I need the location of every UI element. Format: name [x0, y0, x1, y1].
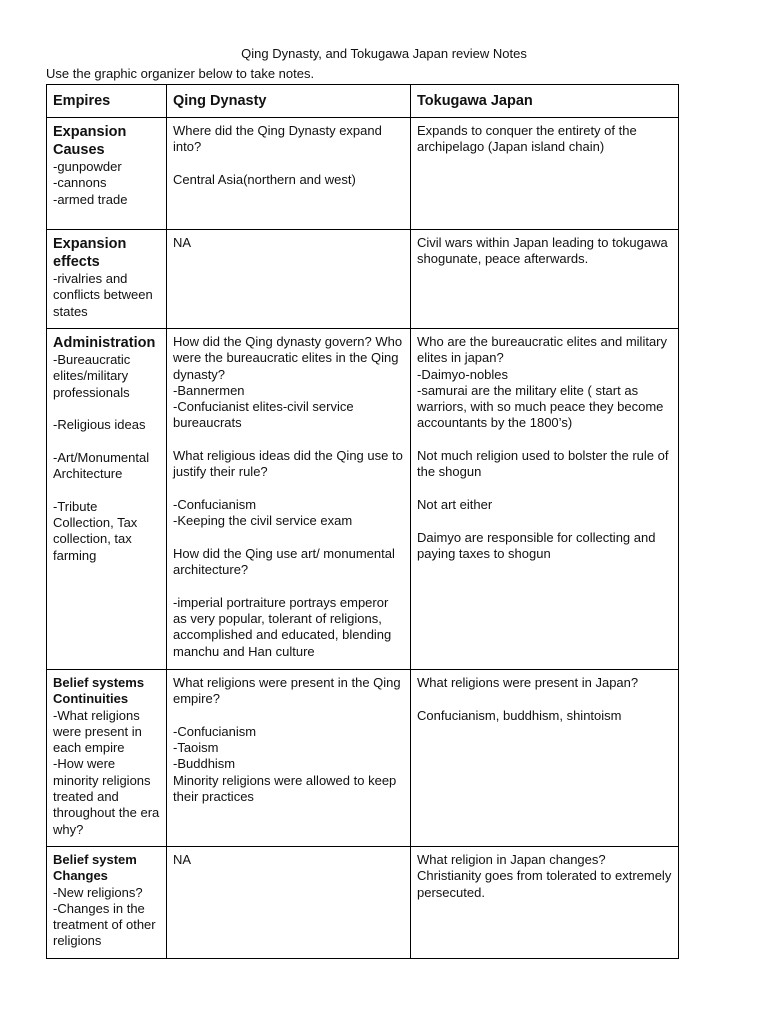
- category-subpoint: -Religious ideas: [53, 417, 146, 433]
- note-line: -Confucianism: [173, 723, 257, 739]
- note-spacer: [173, 708, 404, 724]
- qing-notes-cell: [167, 847, 411, 959]
- category-cell: [47, 670, 167, 847]
- category-subpoint: -New religions?: [53, 884, 143, 900]
- note-spacer: [417, 691, 672, 707]
- tokugawa-notes-cell: [411, 230, 679, 329]
- note-line: How did the Qing use art/ monumental architecture?: [173, 545, 395, 578]
- note-line: -Confucianist elites-civil service bureaucrats: [173, 399, 354, 431]
- header-tokugawa-japan: Tokugawa Japan: [411, 85, 679, 118]
- category-subpoint: -What religions were present in each empire: [53, 707, 142, 756]
- category-cell: [47, 118, 167, 230]
- note-line: -Confucianism: [173, 496, 257, 512]
- note-line: Where did the Qing Dynasty expand into?: [173, 123, 382, 155]
- note-line: -Taoism: [173, 740, 219, 756]
- category-subpoint: -cannons: [53, 175, 107, 191]
- note-line: What religions were present in Japan?: [417, 675, 639, 690]
- note-line: What religion in Japan changes? Christianity goes from tolerated to extremely persecuted.: [417, 852, 672, 900]
- table-row: [47, 329, 679, 670]
- category-cell: [47, 230, 167, 329]
- category-title: Belief system Changes: [53, 852, 137, 884]
- note-line: What religious ideas did the Qing use to justify their rule?: [173, 448, 403, 480]
- note-line: Daimyo are responsible for collecting and paying taxes to shogun: [417, 529, 656, 561]
- note-line: Central Asia(northern and west): [173, 171, 356, 187]
- note-line: -Keeping the civil service exam: [173, 513, 353, 529]
- note-line: Confucianism, buddhism, shintoism: [417, 707, 622, 723]
- category-subpoint: -gunpowder: [53, 159, 122, 174]
- note-spacer: [173, 530, 404, 546]
- category-subpoint: -Tribute Collection, Tax collection, tax farming: [53, 498, 138, 563]
- note-spacer: [173, 578, 404, 594]
- category-cell: [47, 847, 167, 959]
- note-line: Not art either: [417, 496, 493, 512]
- category-title: Expansion effects: [53, 236, 127, 270]
- note-spacer: [173, 156, 404, 172]
- category-title: Administration: [53, 335, 156, 351]
- category-subpoint: -How were minority religions treated and throughout the era why?: [53, 756, 160, 837]
- tokugawa-notes-cell: [411, 329, 679, 670]
- note-spacer: [417, 513, 672, 529]
- qing-notes-cell: [167, 670, 411, 847]
- note-line: Not much religion used to bolster the rule of the shogun: [417, 448, 669, 480]
- table-header-row: [47, 85, 679, 118]
- note-line: NA: [173, 852, 192, 867]
- note-line: -Buddhism: [173, 756, 236, 772]
- note-line: Minority religions were allowed to keep their practices: [173, 772, 397, 805]
- note-line: -Bannermen: [173, 382, 245, 398]
- note-line: NA: [173, 235, 192, 250]
- note-spacer: [417, 481, 672, 497]
- header-qing-dynasty: Qing Dynasty: [167, 85, 411, 118]
- category-cell: [47, 329, 167, 670]
- note-line: What religions were present in the Qing empire?: [173, 675, 401, 707]
- note-line: Civil wars within Japan leading to tokugawa shogunate, peace afterwards.: [417, 235, 668, 267]
- note-line: -imperial portraiture portrays emperor as very popular, tolerant of religions, accomplished and educated, blending manchu and Han culture: [173, 594, 392, 659]
- qing-notes-cell: [167, 230, 411, 329]
- category-subpoint: -Changes in the treatment of other religions: [53, 900, 156, 949]
- qing-notes-cell: [167, 118, 411, 230]
- note-spacer: [53, 401, 160, 417]
- document-title: Qing Dynasty, and Tokugawa Japan review Notes: [241, 46, 527, 61]
- graphic-organizer-table: [46, 84, 679, 959]
- document-instructions: Use the graphic organizer below to take notes.: [46, 66, 315, 81]
- table-row: [47, 670, 679, 847]
- note-spacer: [417, 432, 672, 448]
- note-line: -samurai are the military elite ( start as warriors, with so much peace they become accountants by the 1800’s): [417, 382, 664, 431]
- tokugawa-notes-cell: [411, 847, 679, 959]
- note-spacer: [53, 433, 160, 449]
- header-empires: Empires: [47, 85, 167, 118]
- category-title: Belief systems Continuities: [53, 675, 145, 707]
- category-subpoint: -armed trade: [53, 191, 128, 207]
- table-row: [47, 847, 679, 959]
- tokugawa-notes-cell: [411, 118, 679, 230]
- note-spacer: [173, 432, 404, 448]
- table-row: [47, 230, 679, 329]
- category-title: Expansion Causes: [53, 124, 127, 158]
- tokugawa-notes-cell: [411, 670, 679, 847]
- note-line: Expands to conquer the entirety of the archipelago (Japan island chain): [417, 123, 637, 155]
- qing-notes-cell: [167, 329, 411, 670]
- note-spacer: [53, 482, 160, 498]
- note-line: -Daimyo-nobles: [417, 366, 509, 382]
- note-line: How did the Qing dynasty govern? Who were the bureaucratic elites in the Qing dynasty?: [173, 334, 403, 382]
- category-subpoint: -Art/Monumental Architecture: [53, 449, 150, 482]
- note-spacer: [173, 481, 404, 497]
- table-row: [47, 118, 679, 230]
- note-line: Who are the bureaucratic elites and military elites in japan?: [417, 334, 668, 366]
- category-subpoint: -Bureaucratic elites/military professionals: [53, 352, 131, 400]
- category-subpoint: -rivalries and conflicts between states: [53, 271, 153, 319]
